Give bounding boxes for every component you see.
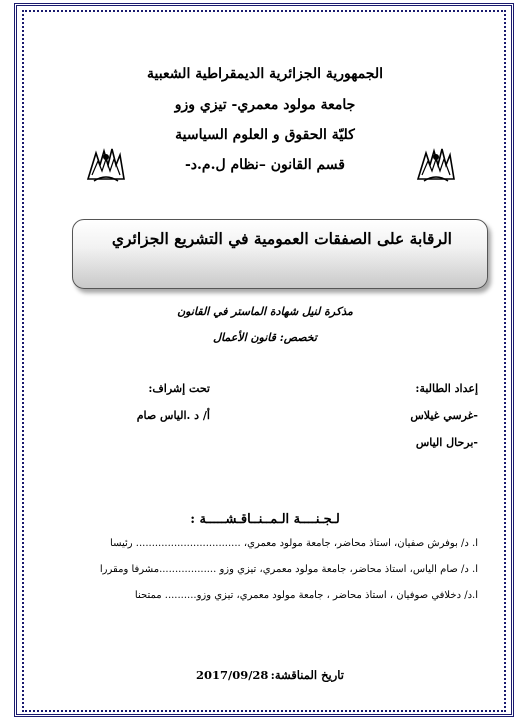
committee-member: أ. د/ بوفرش صفيان، أستاذ محاضر، جامعة مولود معمري، ................................. رئيسا bbox=[110, 538, 478, 549]
specialization: تخصص: قانون الأعمال bbox=[213, 331, 317, 344]
defense-date: 2017/09/28 bbox=[196, 668, 269, 682]
supervisor-name: أ/ د .الياس صام bbox=[136, 409, 210, 422]
supervision-label: تحت إشراف: bbox=[148, 382, 210, 395]
degree-description: مذكرة لنيل شهادة الماستر في القانون bbox=[177, 305, 353, 318]
committee-member: أ.د/ دخلافي صوفيان ، أستاذ محاضر ، جامعة مولود معمري، تيزي وزو.......... ممتحنا bbox=[134, 590, 478, 601]
page-border-inner bbox=[22, 10, 506, 712]
committee-member: أ. د/ صام الياس، أستاذ محاضر، جامعة مولود معمري، تيزي وزو ..................مشرفا ومقررا bbox=[99, 564, 478, 575]
student-name: -برحال الياس bbox=[415, 436, 478, 449]
university-name: جامعة مولود معمري- تيزي وزو bbox=[174, 97, 356, 113]
faculty-name: كليّة الحقوق و العلوم السياسية bbox=[175, 127, 355, 143]
defense-date-label: تاريخ المناقشة: bbox=[270, 668, 344, 682]
committee-heading: لـجـنــــة الـمــنــاقـشـــــة : bbox=[190, 512, 340, 527]
prepared-by-label: إعداد الطالبة: bbox=[415, 382, 478, 395]
republic-name: الجمهورية الجزائرية الديمقراطية الشعبية bbox=[146, 66, 383, 82]
university-emblem-icon bbox=[84, 145, 128, 185]
university-emblem-icon bbox=[414, 145, 458, 185]
thesis-title: الرقابة على الصفقات العمومية في التشريع الجزائري bbox=[111, 229, 452, 248]
department-name: قسم القانون –نظام ل.م.د- bbox=[185, 157, 345, 173]
student-name: -غرسي غيلاس bbox=[410, 409, 478, 422]
